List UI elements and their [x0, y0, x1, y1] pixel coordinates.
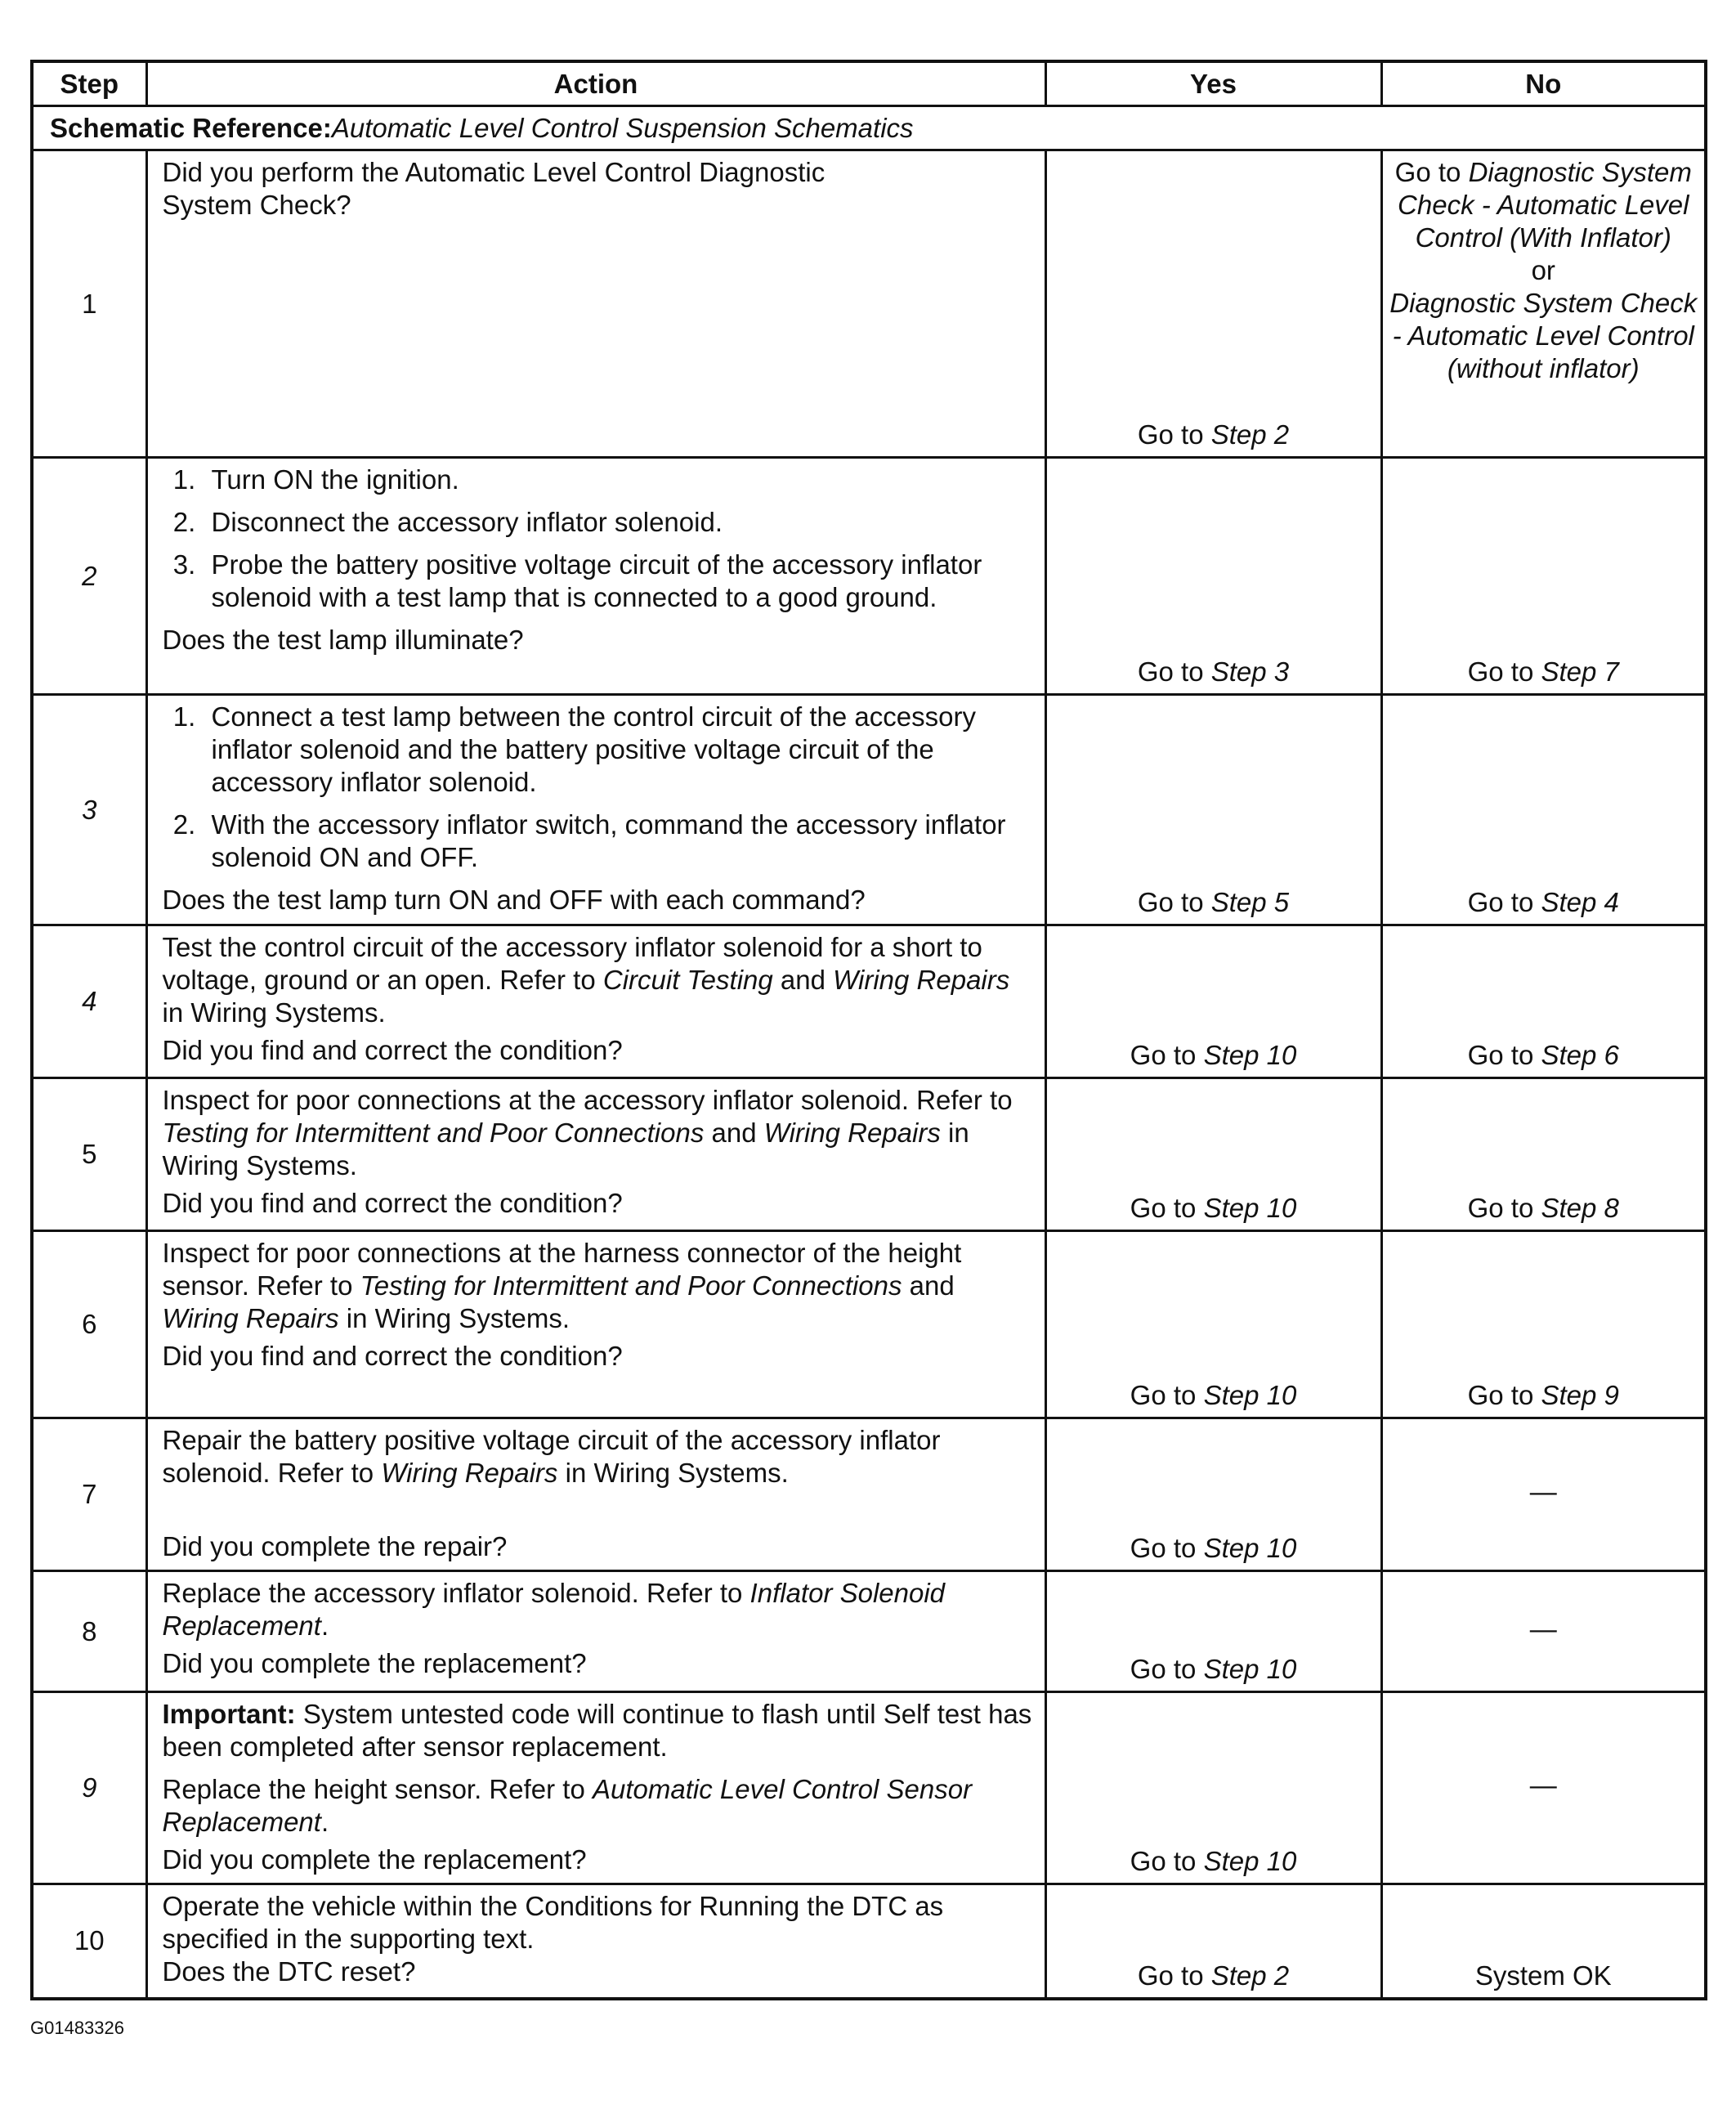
no-link[interactable]: Step 6 — [1541, 1040, 1619, 1070]
schematic-reference — [32, 106, 1706, 150]
schematic-reference-row — [32, 106, 1706, 150]
step-number: 4 — [32, 925, 146, 1078]
no-cell — [1381, 925, 1706, 1078]
no-cell — [1381, 1884, 1706, 1999]
action-text-part: and — [902, 1270, 955, 1301]
yes-prefix: Go to — [1130, 1040, 1204, 1070]
yes-cell — [1045, 1078, 1381, 1231]
step-number: 2 — [32, 458, 146, 695]
yes-cell — [1045, 1571, 1381, 1692]
important-note — [163, 1698, 1033, 1763]
action-cell — [146, 1418, 1045, 1571]
action-text — [163, 1773, 1033, 1839]
table-row — [32, 1231, 1706, 1418]
no-prefix: Go to — [1467, 1040, 1541, 1070]
action-text — [163, 1237, 1033, 1335]
reference-link[interactable]: Inflator Solenoid Replacement — [162, 1578, 946, 1641]
list-item: 3. Probe the battery positive voltage circuit of the accessory inflator solenoid with a test lamp that is connected to a good ground. — [204, 549, 1033, 614]
action-question: Did you find and correct the condition? — [162, 1188, 623, 1218]
action-text-part: Test the control circuit of the accessory inflator solenoid for a short to voltage, ground or an open. Refer to — [162, 932, 982, 995]
yes-cell — [1045, 150, 1381, 458]
list-item: 2. With the accessory inflator switch, command the accessory inflator solenoid ON and OFF. — [204, 809, 1033, 874]
reference-link[interactable]: Wiring Repairs — [162, 1303, 339, 1333]
action-list — [163, 464, 1033, 614]
yes-cell — [1045, 695, 1381, 925]
no-link[interactable]: Step 9 — [1541, 1380, 1619, 1410]
yes-cell — [1045, 1231, 1381, 1418]
header-row — [32, 61, 1706, 106]
yes-link[interactable]: Step 10 — [1203, 1654, 1297, 1684]
yes-prefix: Go to — [1137, 656, 1211, 687]
action-text-part: Repair the battery positive voltage circuit of the accessory inflator solenoid. Refer to — [162, 1425, 941, 1488]
action-text-part: in Wiring Systems. — [162, 1118, 969, 1180]
action-text-part: Replace the height sensor. Refer to — [162, 1774, 593, 1804]
step-number: 10 — [32, 1884, 146, 1999]
step-number: 1 — [32, 150, 146, 458]
yes-link[interactable]: Step 10 — [1203, 1040, 1297, 1070]
diagnostic-table — [30, 60, 1707, 2000]
yes-prefix: Go to — [1137, 1960, 1211, 1991]
action-text-part: Inspect for poor connections at the harness connector of the height sensor. Refer to — [162, 1238, 962, 1301]
action-question: Did you find and correct the condition? — [162, 1341, 623, 1371]
yes-link[interactable]: Step 10 — [1203, 1533, 1297, 1563]
action-text-part: . — [320, 1610, 329, 1641]
yes-cell — [1045, 1692, 1381, 1884]
no-prefix: Go to — [1467, 1380, 1541, 1410]
no-dash: — — [1529, 1476, 1557, 1507]
no-cell — [1381, 1692, 1706, 1884]
no-prefix: Go to — [1394, 157, 1469, 187]
yes-link[interactable]: Step 5 — [1210, 887, 1290, 917]
yes-link[interactable]: Step 2 — [1210, 1960, 1290, 1991]
action-question: Did you perform the Automatic Level Control Diagnostic System Check? — [162, 157, 825, 220]
no-link-alt[interactable]: Diagnostic System Check - Automatic Level Control (without inflator) — [1389, 288, 1698, 383]
yes-link[interactable]: Step 10 — [1203, 1380, 1297, 1410]
yes-prefix: Go to — [1130, 1846, 1204, 1876]
no-cell — [1381, 1418, 1706, 1571]
action-question: Does the test lamp illuminate? — [162, 625, 524, 655]
no-cell — [1381, 1078, 1706, 1231]
reference-link[interactable]: Wiring Repairs — [763, 1118, 941, 1148]
no-or: or — [1531, 255, 1555, 285]
no-link[interactable]: Step 8 — [1541, 1193, 1619, 1223]
yes-prefix: Go to — [1130, 1380, 1204, 1410]
action-text-part: Replace the accessory inflator solenoid. Refer to — [162, 1578, 750, 1608]
no-prefix: Go to — [1467, 887, 1541, 917]
action-cell — [146, 458, 1045, 695]
action-list — [163, 701, 1033, 874]
no-cell — [1381, 695, 1706, 925]
table-row — [32, 1692, 1706, 1884]
list-item: 1. Turn ON the ignition. — [204, 464, 1033, 496]
yes-link[interactable]: Step 2 — [1210, 419, 1290, 450]
yes-cell — [1045, 458, 1381, 695]
yes-cell — [1045, 1884, 1381, 1999]
schematic-reference-link[interactable]: Automatic Level Control Suspension Schematics — [331, 112, 914, 143]
yes-prefix: Go to — [1130, 1533, 1204, 1563]
action-question: Does the DTC reset? — [162, 1956, 416, 1987]
yes-link[interactable]: Step 10 — [1203, 1193, 1297, 1223]
action-question: Does the test lamp turn ON and OFF with each command? — [162, 885, 866, 915]
step-number: 5 — [32, 1078, 146, 1231]
no-cell — [1381, 150, 1706, 458]
action-cell — [146, 1078, 1045, 1231]
action-text — [163, 1577, 1033, 1642]
no-cell — [1381, 1231, 1706, 1418]
reference-link[interactable]: Wiring Repairs — [381, 1458, 558, 1488]
step-number: 9 — [32, 1692, 146, 1884]
no-cell — [1381, 1571, 1706, 1692]
table-row — [32, 1884, 1706, 1999]
reference-link[interactable]: Testing for Intermittent and Poor Connections — [162, 1118, 705, 1148]
action-text-part: in Wiring Systems. — [162, 997, 386, 1028]
important-label: Important: — [162, 1699, 296, 1729]
action-text-part: Inspect for poor connections at the accessory inflator solenoid. Refer to — [162, 1085, 1013, 1115]
action-question: Did you complete the replacement? — [162, 1844, 587, 1875]
action-text-part: and — [704, 1118, 764, 1148]
action-cell — [146, 1692, 1045, 1884]
action-cell — [146, 150, 1045, 458]
header-no: No — [1381, 61, 1706, 106]
action-text-part: and — [772, 965, 834, 995]
action-question: Did you complete the repair? — [162, 1531, 508, 1561]
no-prefix: Go to — [1467, 1193, 1541, 1223]
header-action: Action — [146, 61, 1045, 106]
reference-link[interactable]: Circuit Testing — [602, 965, 773, 995]
table-row — [32, 1418, 1706, 1571]
step-number: 8 — [32, 1571, 146, 1692]
reference-link[interactable]: Automatic Level Control Sensor Replacement — [162, 1774, 973, 1837]
action-text-part: in Wiring Systems. — [557, 1458, 789, 1488]
reference-link[interactable]: Testing for Intermittent and Poor Connections — [360, 1270, 902, 1301]
reference-link[interactable]: Wiring Repairs — [833, 965, 1010, 995]
no-dash: — — [1529, 1770, 1557, 1800]
yes-prefix: Go to — [1137, 419, 1211, 450]
action-cell — [146, 1231, 1045, 1418]
action-cell — [146, 695, 1045, 925]
action-text-part: in Wiring Systems. — [338, 1303, 570, 1333]
yes-cell — [1045, 1418, 1381, 1571]
action-text — [163, 1424, 1033, 1490]
step-number: 6 — [32, 1231, 146, 1418]
yes-link[interactable]: Step 10 — [1203, 1846, 1297, 1876]
no-prefix: Go to — [1467, 656, 1541, 687]
no-result: System OK — [1474, 1960, 1612, 1991]
action-cell — [146, 1571, 1045, 1692]
no-dash: — — [1529, 1613, 1557, 1644]
yes-prefix: Go to — [1130, 1654, 1204, 1684]
list-item: 1. Connect a test lamp between the control circuit of the accessory inflator solenoid and the battery positive voltage circuit of the accessory inflator solenoid. — [204, 701, 1033, 799]
list-item: 2. Disconnect the accessory inflator solenoid. — [204, 506, 1033, 539]
action-question: Did you complete the replacement? — [162, 1648, 587, 1678]
no-link[interactable]: Step 4 — [1541, 887, 1619, 917]
table-row — [32, 695, 1706, 925]
yes-prefix: Go to — [1137, 887, 1211, 917]
action-text — [163, 931, 1033, 1029]
action-question: Did you find and correct the condition? — [162, 1035, 623, 1065]
step-number: 7 — [32, 1418, 146, 1571]
yes-link[interactable]: Step 3 — [1210, 656, 1290, 687]
table-row — [32, 925, 1706, 1078]
action-text: Operate the vehicle within the Conditions for Running the DTC as specified in the supporting text. — [162, 1891, 944, 1954]
table-row — [32, 1078, 1706, 1231]
action-text-part: . — [320, 1807, 329, 1837]
header-yes: Yes — [1045, 61, 1381, 106]
table-row — [32, 150, 1706, 458]
important-text: System untested code will continue to flash until Self test has been completed after sensor replacement. — [162, 1699, 1032, 1762]
yes-prefix: Go to — [1130, 1193, 1204, 1223]
no-link[interactable]: Step 7 — [1541, 656, 1619, 687]
schematic-reference-label: Schematic Reference: — [50, 112, 332, 143]
table-row — [32, 1571, 1706, 1692]
header-step: Step — [32, 61, 146, 106]
no-cell — [1381, 458, 1706, 695]
yes-cell — [1045, 925, 1381, 1078]
step-number: 3 — [32, 695, 146, 925]
figure-code: G01483326 — [30, 2018, 124, 2038]
action-text — [163, 1084, 1033, 1182]
action-cell — [146, 1884, 1045, 1999]
table-row — [32, 458, 1706, 695]
no-link[interactable]: Diagnostic System Check - Automatic Level Control (With Inflator) — [1398, 157, 1692, 253]
action-cell — [146, 925, 1045, 1078]
